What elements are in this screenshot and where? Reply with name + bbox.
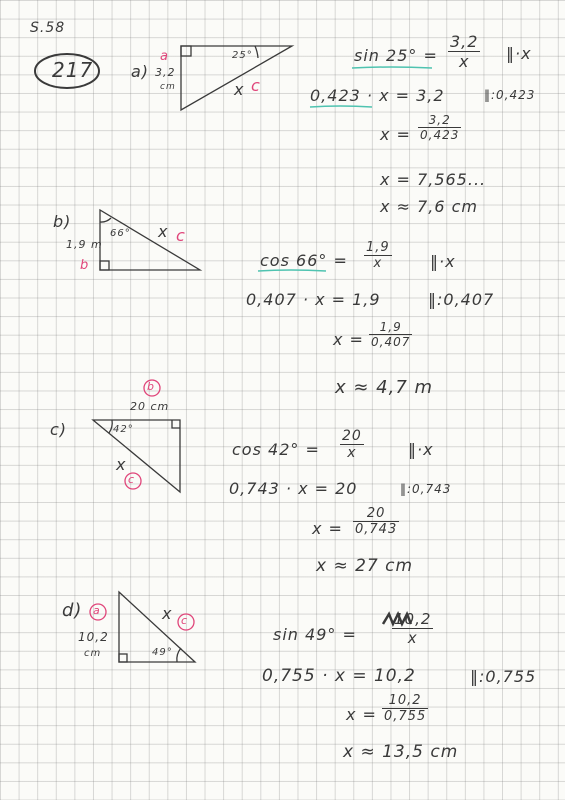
part-b-label: b) [53, 212, 72, 231]
part-d-eq3-den: 0,755 [384, 709, 427, 724]
part-b-result: x ≈ 4,7 m [335, 377, 434, 398]
part-b-eq1-lhs: cos 66° = [260, 251, 348, 270]
exercise-number: 217 [52, 58, 94, 82]
part-d-side-unit: cm [84, 648, 102, 659]
part-a-side-label: 3,2 [155, 66, 176, 79]
part-a-eq1-den: x [448, 51, 480, 71]
part-b-eq3-num: 1,9 [379, 320, 402, 334]
part-d-eq1-num: 10,2 [394, 610, 432, 628]
part-b-eq2: 0,407 · x = 1,9 [246, 290, 381, 309]
part-c-eq1-den: x [340, 444, 364, 461]
triangle-c [93, 420, 180, 492]
part-c-result: x ≈ 27 cm [316, 556, 414, 576]
exercise-circle [35, 54, 99, 88]
part-d-eq1-den: x [392, 628, 433, 647]
part-b-eq3-frac [369, 320, 412, 349]
part-d-eq1-lhs: sin 49° = [273, 625, 357, 644]
part-a-eq3-frac [418, 113, 461, 142]
part-a-eq3-lhs: x = [380, 125, 411, 144]
part-d-result: x ≈ 13,5 cm [343, 742, 459, 762]
part-a-eq1-num: 3,2 [450, 32, 479, 51]
part-a-eq1-lhs: sin 25° = [354, 46, 438, 65]
part-a-eq2-op: ‖:0,423 [484, 88, 536, 102]
part-b-mark-side: b [80, 258, 90, 273]
part-c-eq1-num: 20 [342, 428, 362, 444]
part-d-eq3-num: 10,2 [388, 693, 422, 708]
part-a-angle: 25° [232, 50, 253, 61]
part-b-eq2-op: ‖:0,407 [428, 290, 495, 309]
part-c-eq3-den: 0,743 [355, 522, 398, 537]
highlight-a2 [310, 106, 372, 107]
part-a-eq1-frac [448, 32, 480, 71]
part-d-mark-hyp: c [181, 614, 189, 627]
part-d-label: d) [62, 600, 83, 621]
part-d-hyp-var: x [162, 604, 173, 623]
part-b-eq1-op: ‖·x [430, 252, 456, 271]
part-a-hyp-var: x [234, 80, 245, 99]
part-a-mark-hyp: c [251, 76, 261, 95]
part-a-eq2: 0,423 · x = 3,2 [310, 86, 445, 105]
part-a-result: x ≈ 7,6 cm [380, 197, 478, 216]
part-c-hyp-var: x [116, 455, 127, 474]
part-d-eq3-frac [382, 693, 428, 724]
part-b-angle: 66° [110, 228, 131, 239]
part-c-eq2-op: ‖:0,743 [400, 482, 452, 496]
part-c-mark-side: b [147, 380, 155, 393]
part-d-eq3-lhs: x = [346, 705, 377, 724]
part-b-eq3-lhs: x = [333, 330, 364, 349]
part-a-eq1-op: ‖·x [506, 44, 532, 63]
part-b-side-label: 1,9 m [66, 238, 103, 251]
part-d-mark-side: a [93, 604, 101, 617]
part-c-eq1-op: ‖·x [408, 440, 434, 459]
part-d-eq2-op: ‖:0,755 [470, 667, 537, 686]
part-b-eq1-num: 1,9 [366, 240, 390, 255]
part-d-side-label: 10,2 [78, 630, 109, 644]
part-b-hyp-var: x [158, 222, 169, 241]
part-d-eq2: 0,755 · x = 10,2 [262, 666, 416, 686]
part-d-eq1-frac [392, 610, 433, 647]
part-a-eq3-den: 0,423 [420, 128, 460, 142]
part-d-angle: 49° [152, 647, 173, 658]
page-number: S.58 [30, 20, 66, 36]
part-c-eq3-lhs: x = [312, 519, 343, 538]
part-b-eq1-frac [364, 240, 392, 271]
part-c-label: c) [50, 420, 68, 439]
part-c-eq3-frac [353, 506, 399, 537]
part-a-eq3-num: 3,2 [428, 113, 451, 127]
part-c-eq1-lhs: cos 42° = [232, 440, 320, 459]
highlight-b1 [258, 270, 326, 271]
part-b-eq1-den: x [364, 255, 392, 271]
part-c-angle: 42° [113, 424, 134, 435]
part-c-side-label: 20 cm [130, 400, 170, 413]
part-b-eq3-den: 0,407 [371, 335, 411, 349]
part-a-mark-side: a [160, 49, 169, 64]
part-a-side-unit: cm [160, 82, 176, 92]
part-c-eq2: 0,743 · x = 20 [229, 479, 358, 498]
part-a-label: a) [131, 62, 150, 81]
part-c-eq1-frac [340, 428, 364, 461]
highlight-a1 [352, 67, 432, 68]
part-a-eq4: x = 7,565... [380, 170, 487, 189]
part-c-eq3-num: 20 [366, 506, 386, 521]
part-c-mark-hyp: c [128, 473, 136, 486]
part-b-mark-hyp: c [176, 226, 186, 245]
